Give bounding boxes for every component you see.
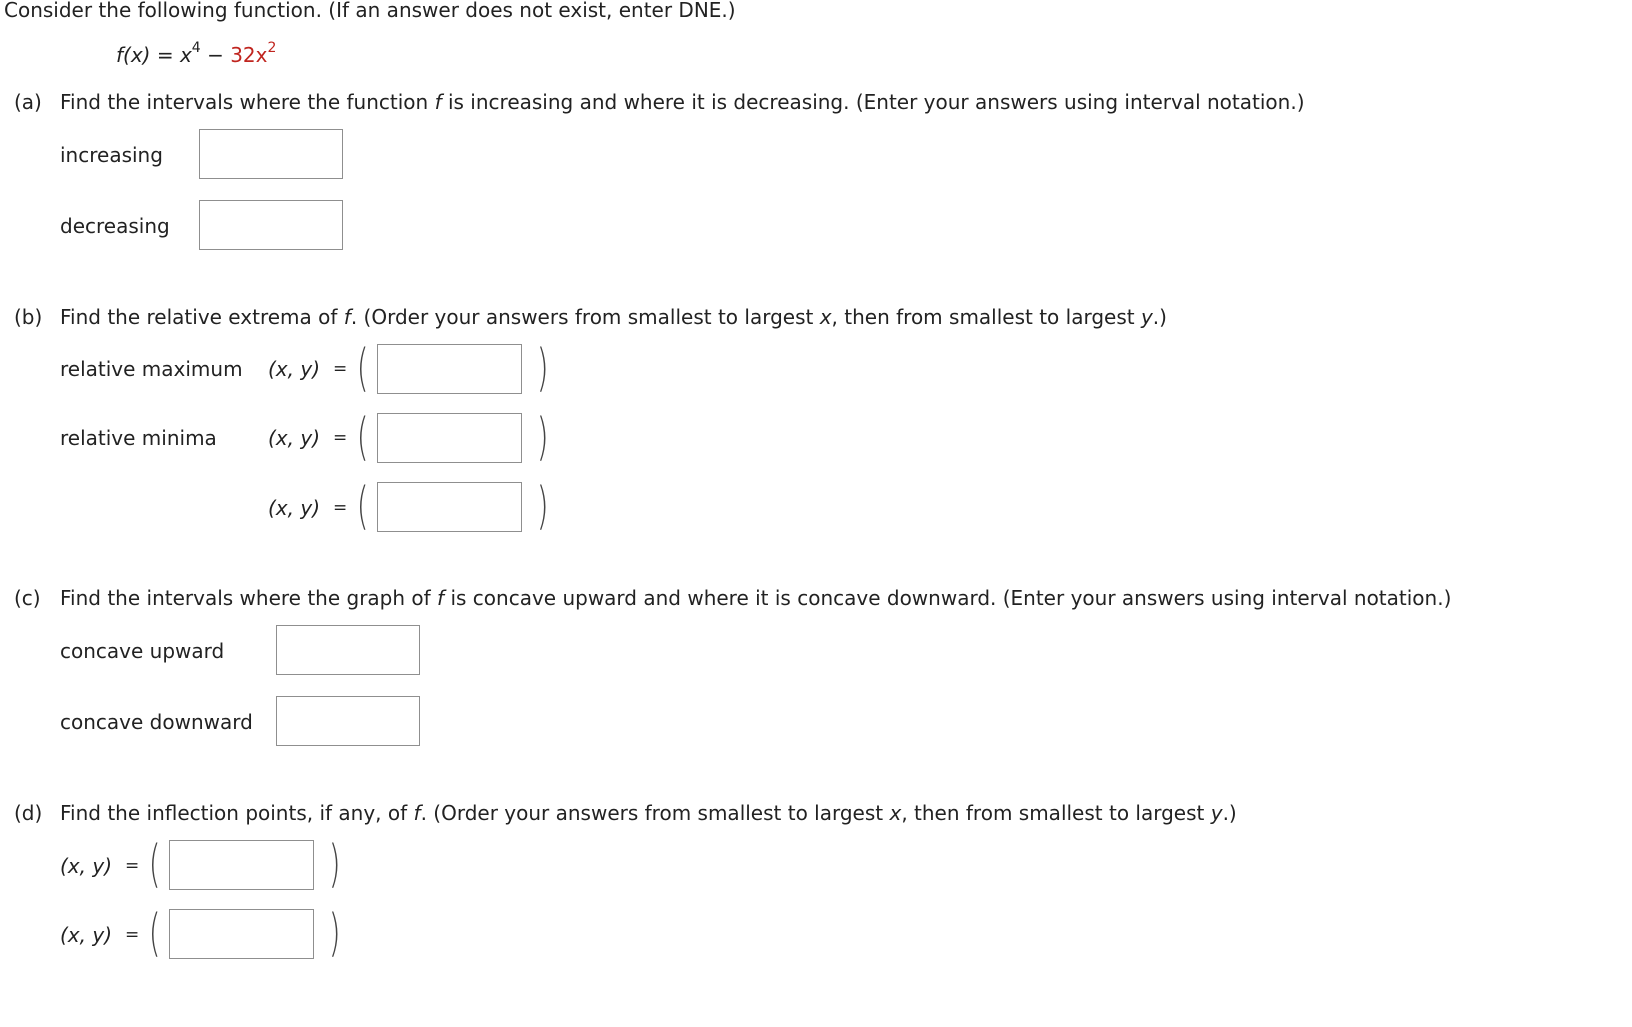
relative-minimum-2-input[interactable] [377, 482, 522, 532]
prompt-text: .) [1222, 801, 1237, 825]
xy-label: (x, y) [60, 854, 112, 878]
prompt-text: is concave upward and where it is concave downward. (Enter your answers using interval notation.) [444, 586, 1452, 610]
equals-sign: = [333, 428, 348, 448]
inflection-point-2-input[interactable] [169, 909, 314, 959]
open-paren: ( [356, 408, 369, 467]
part-d-prompt [60, 803, 1237, 823]
prompt-text: , then from smallest to largest [901, 801, 1211, 825]
part-b-tag: (b) [14, 305, 43, 329]
relative-maximum-label: relative maximum [60, 357, 243, 381]
relative-maximum-input[interactable] [377, 344, 522, 394]
part-c-tag: (c) [14, 586, 41, 610]
function-expression [116, 40, 277, 67]
function-minus: − [200, 43, 231, 67]
prompt-y: y [1140, 305, 1153, 329]
close-paren: ) [328, 835, 341, 894]
close-paren: ) [536, 477, 549, 536]
increasing-label: increasing [60, 143, 163, 167]
prompt-text: Find the relative extrema of [60, 305, 344, 329]
relative-minimum-1-input[interactable] [377, 413, 522, 463]
prompt-text: . (Order your answers from smallest to largest [350, 305, 820, 329]
decreasing-input[interactable] [199, 200, 343, 250]
prompt-text: Find the intervals where the function [60, 90, 435, 114]
inflection-point-1-input[interactable] [169, 840, 314, 890]
prompt-f: f [413, 801, 421, 825]
xy-label: (x, y) [268, 357, 320, 381]
part-b-prompt [60, 307, 1167, 327]
prompt-x: x [889, 801, 902, 825]
xy-label: (x, y) [268, 496, 320, 520]
concave-downward-label: concave downward [60, 710, 253, 734]
xy-label: (x, y) [60, 923, 112, 947]
part-d-tag: (d) [14, 801, 43, 825]
prompt-f: f [343, 305, 351, 329]
function-exponent-1: 4 [191, 40, 201, 56]
open-paren: ( [148, 904, 161, 963]
increasing-input[interactable] [199, 129, 343, 179]
decreasing-label: decreasing [60, 214, 170, 238]
open-paren: ( [356, 477, 369, 536]
prompt-text: . (Order your answers from smallest to largest [420, 801, 890, 825]
prompt-text: .) [1152, 305, 1167, 329]
prompt-f: f [434, 90, 442, 114]
prompt-x: x [819, 305, 832, 329]
open-paren: ( [356, 339, 369, 398]
equals-sign: = [333, 498, 348, 518]
xy-label: (x, y) [268, 426, 320, 450]
part-c-prompt [60, 588, 1451, 608]
part-a-tag: (a) [14, 90, 42, 114]
prompt-f: f [437, 586, 445, 610]
function-lhs: f(x) = x [116, 43, 192, 67]
concave-upward-input[interactable] [276, 625, 420, 675]
prompt-text: Find the inflection points, if any, of [60, 801, 414, 825]
prompt-text: is increasing and where it is decreasing. (Enter your answers using interval notation.) [441, 90, 1305, 114]
close-paren: ) [328, 904, 341, 963]
part-a-prompt [60, 92, 1305, 112]
function-coefficient-term [230, 40, 277, 67]
open-paren: ( [148, 835, 161, 894]
concave-upward-label: concave upward [60, 639, 225, 663]
intro-text: Consider the following function. (If an answer does not exist, enter DNE.) [4, 0, 736, 22]
equals-sign: = [333, 359, 348, 379]
equals-sign: = [125, 925, 140, 945]
close-paren: ) [536, 339, 549, 398]
prompt-text: Find the intervals where the graph of [60, 586, 438, 610]
prompt-y: y [1210, 801, 1223, 825]
equals-sign: = [125, 856, 140, 876]
close-paren: ) [536, 408, 549, 467]
function-exponent-2: 2 [267, 40, 277, 56]
concave-downward-input[interactable] [276, 696, 420, 746]
relative-minima-label: relative minima [60, 426, 217, 450]
prompt-text: , then from smallest to largest [831, 305, 1141, 329]
function-coef: 32x [230, 43, 268, 67]
